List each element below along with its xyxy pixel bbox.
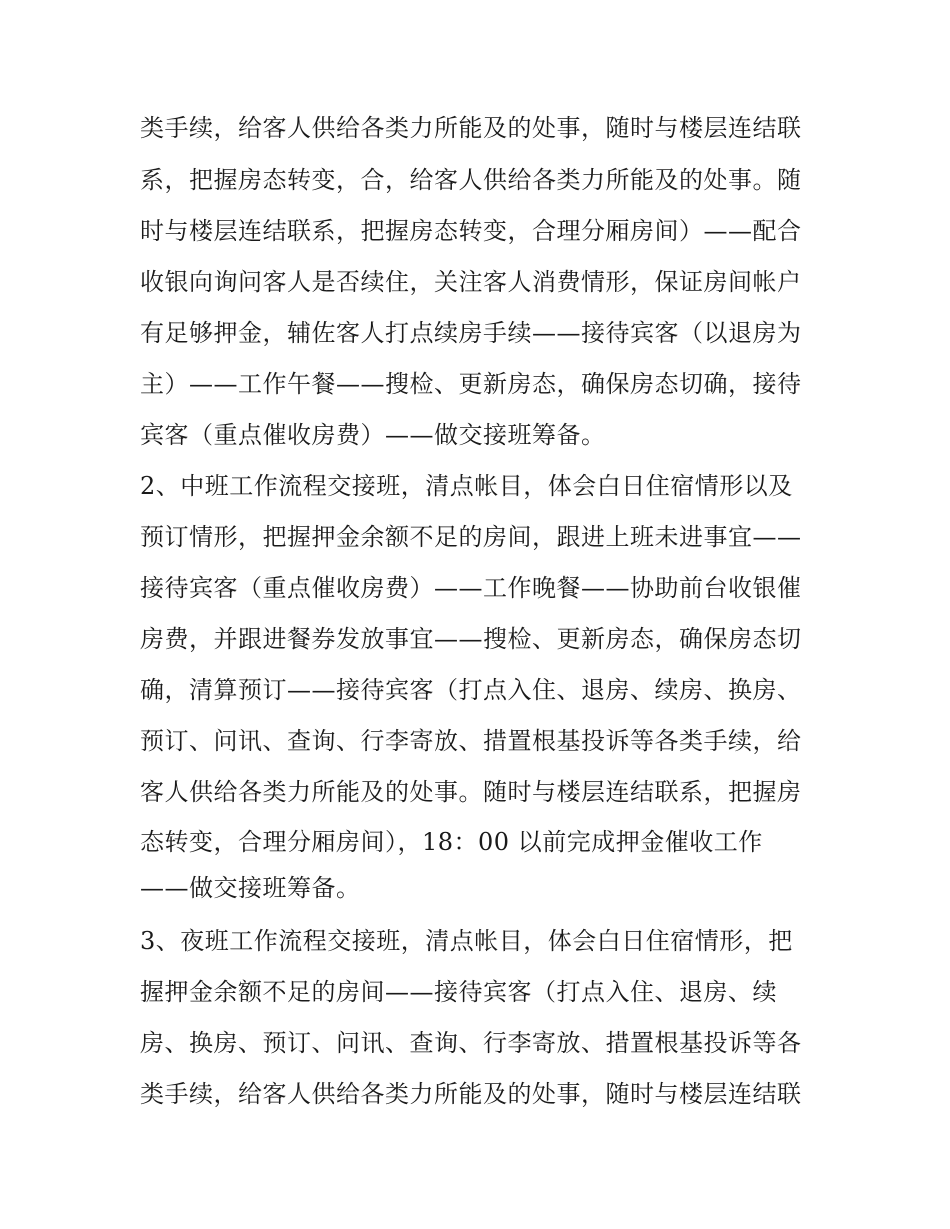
text-line: 预订、问讯、查询、行李寄放、措置根基投诉等各类手续，给 (140, 727, 802, 755)
text-line: 宾客（重点催收房费）——做交接班筹备。 (140, 421, 606, 449)
text-line: 房费，并跟进餐券发放事宜——搜检、更新房态，确保房态切 (140, 625, 802, 653)
text-line: 房、换房、预订、问讯、查询、行李寄放、措置根基投诉等各 (140, 1029, 802, 1057)
text-line: 预订情形，把握押金余额不足的房间，跟进上班未进事宜—— (140, 523, 802, 551)
text-line: 主）——工作午餐——搜检、更新房态，确保房态切确，接待 (140, 370, 802, 398)
text-line: 确，清算预订——接待宾客（打点入住、退房、续房、换房、 (140, 676, 802, 704)
text-line: 时与楼层连结联系，把握房态转变，合理分厢房间）——配合 (140, 217, 802, 245)
text-line: 系，把握房态转变，合，给客人供给各类力所能及的处事。随 (140, 166, 802, 194)
text-line: 握押金余额不足的房间——接待宾客（打点入住、退房、续 (140, 978, 777, 1006)
text-line: 有足够押金，辅佐客人打点续房手续——接待宾客（以退房为 (140, 319, 802, 347)
text-line: 类手续，给客人供给各类力所能及的处事，随时与楼层连结联 (140, 1080, 802, 1108)
section-heading-night-shift: 3、夜班工作流程交接班，清点帐目，体会白日住宿情形，把 (140, 927, 793, 955)
text-line: 客人供给各类力所能及的处事。随时与楼层连结联系，把握房 (140, 778, 802, 806)
section-heading-middle-shift: 2、中班工作流程交接班，清点帐目，体会白日住宿情形以及 (140, 472, 793, 500)
text-line: 态转变，合理分厢房间），18：00 以前完成押金催收工作 (140, 828, 763, 856)
text-line: 接待宾客（重点催收房费）——工作晚餐——协助前台收银催 (140, 574, 802, 602)
text-line: ——做交接班筹备。 (140, 874, 361, 902)
text-line: 收银向询问客人是否续住，关注客人消费情形，保证房间帐户 (140, 268, 802, 296)
text-line: 类手续，给客人供给各类力所能及的处事，随时与楼层连结联 (140, 114, 802, 142)
